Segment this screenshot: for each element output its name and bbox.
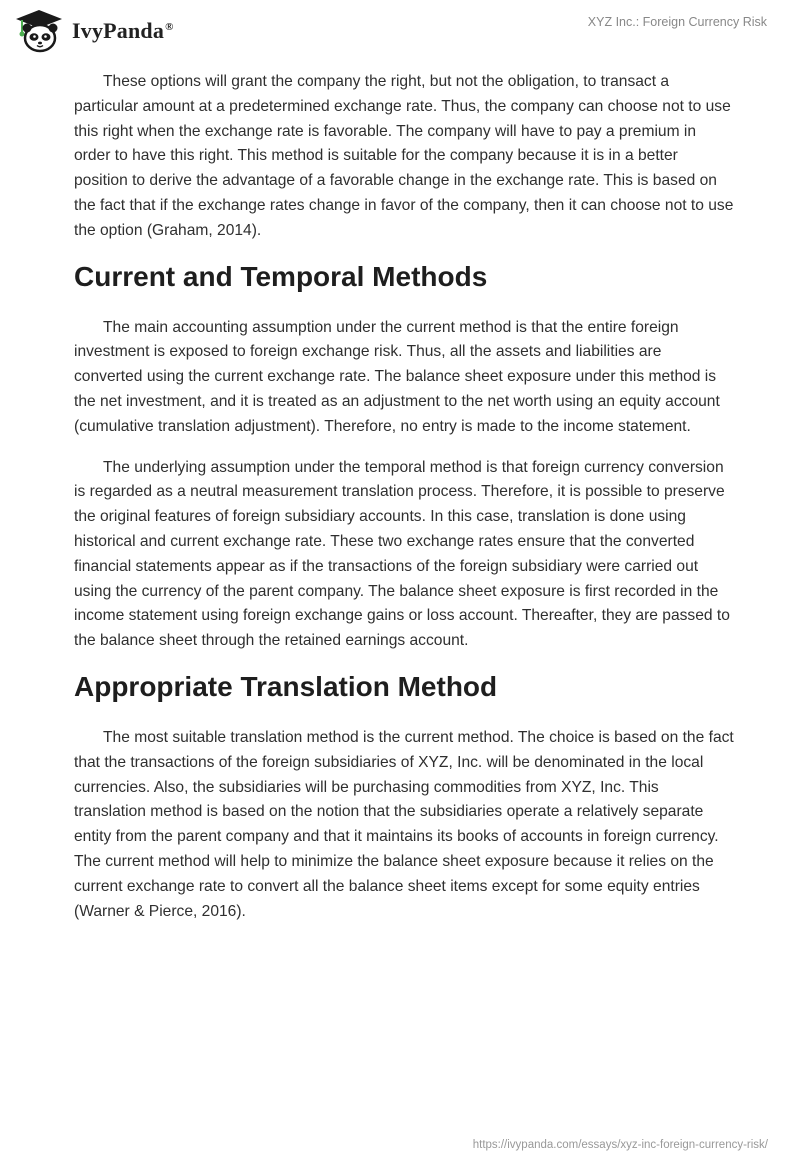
heading-appropriate-translation-method: Appropriate Translation Method [74, 670, 498, 702]
essay-content [74, 70, 734, 940]
panda-graduate-icon [14, 8, 64, 54]
source-url-link[interactable]: https://ivypanda.com/essays/xyz-inc-foreign-currency-risk/ [472, 1139, 768, 1151]
document-title: XYZ Inc.: Foreign Currency Risk [587, 15, 767, 29]
paragraph-appropriate-method: The most suitable translation method is the current method. The choice is based on the fact that the transactions of the foreign subsidiaries of XYZ, Inc. will be denominated in the local currencies. Also, the subsidiaries will be purchasing commodities from XYZ, Inc. This translation method is based on the notion that the subsidiaries operate a relatively separate entity from the parent company and that it maintains its books of accounts in foreign currency. The current method will help to minimize the balance sheet exposure because it relies on the current exchange rate to convert all the balance sheet items except for some equity entries (Warner & Pierce, 2016). [74, 728, 734, 920]
brand-logo[interactable] [14, 8, 174, 54]
page-header [0, 0, 800, 62]
brand-name: IvyPanda® [72, 18, 174, 43]
heading-current-temporal-methods: Current and Temporal Methods [74, 260, 488, 292]
paragraph-temporal-method: The underlying assumption under the temporal method is that foreign currency conversion is regarded as a neutral measurement translation process. Therefore, it is possible to preserve the original features of foreign subsidiary accounts. In this case, translation is done using historical and current exchange rate. These two exchange rates ensure that the converted financial statements appear as if the transactions of the foreign subsidiary were carried out using the currency of the parent company. The balance sheet exposure is first recorded in the income statement using foreign exchange gains or loss account. Thereafter, they are passed to the balance sheet through the retained earnings account. [74, 458, 730, 650]
paragraph-options: These options will grant the company the right, but not the obligation, to transact a particular amount at a predetermined exchange rate. Thus, the company can choose not to use this right when the exchange rate is favorable. The company will have to pay a premium in order to have this right. This method is suitable for the company because it is in a better position to derive the advantage of a favorable change in the exchange rate. This is based on the fact that if the exchange rates change in favor of the company, then it can choose not to use the option (Graham, 2014). [74, 73, 734, 239]
paragraph-current-method: The main accounting assumption under the current method is that the entire foreign investment is exposed to foreign exchange risk. Thus, all the assets and liabilities are converted using the current exchange rate. The balance sheet exposure under this method is the net investment, and it is treated as an adjustment to the net worth using an equity account (cumulative translation adjustment). Therefore, no entry is made to the income statement. [74, 318, 720, 435]
